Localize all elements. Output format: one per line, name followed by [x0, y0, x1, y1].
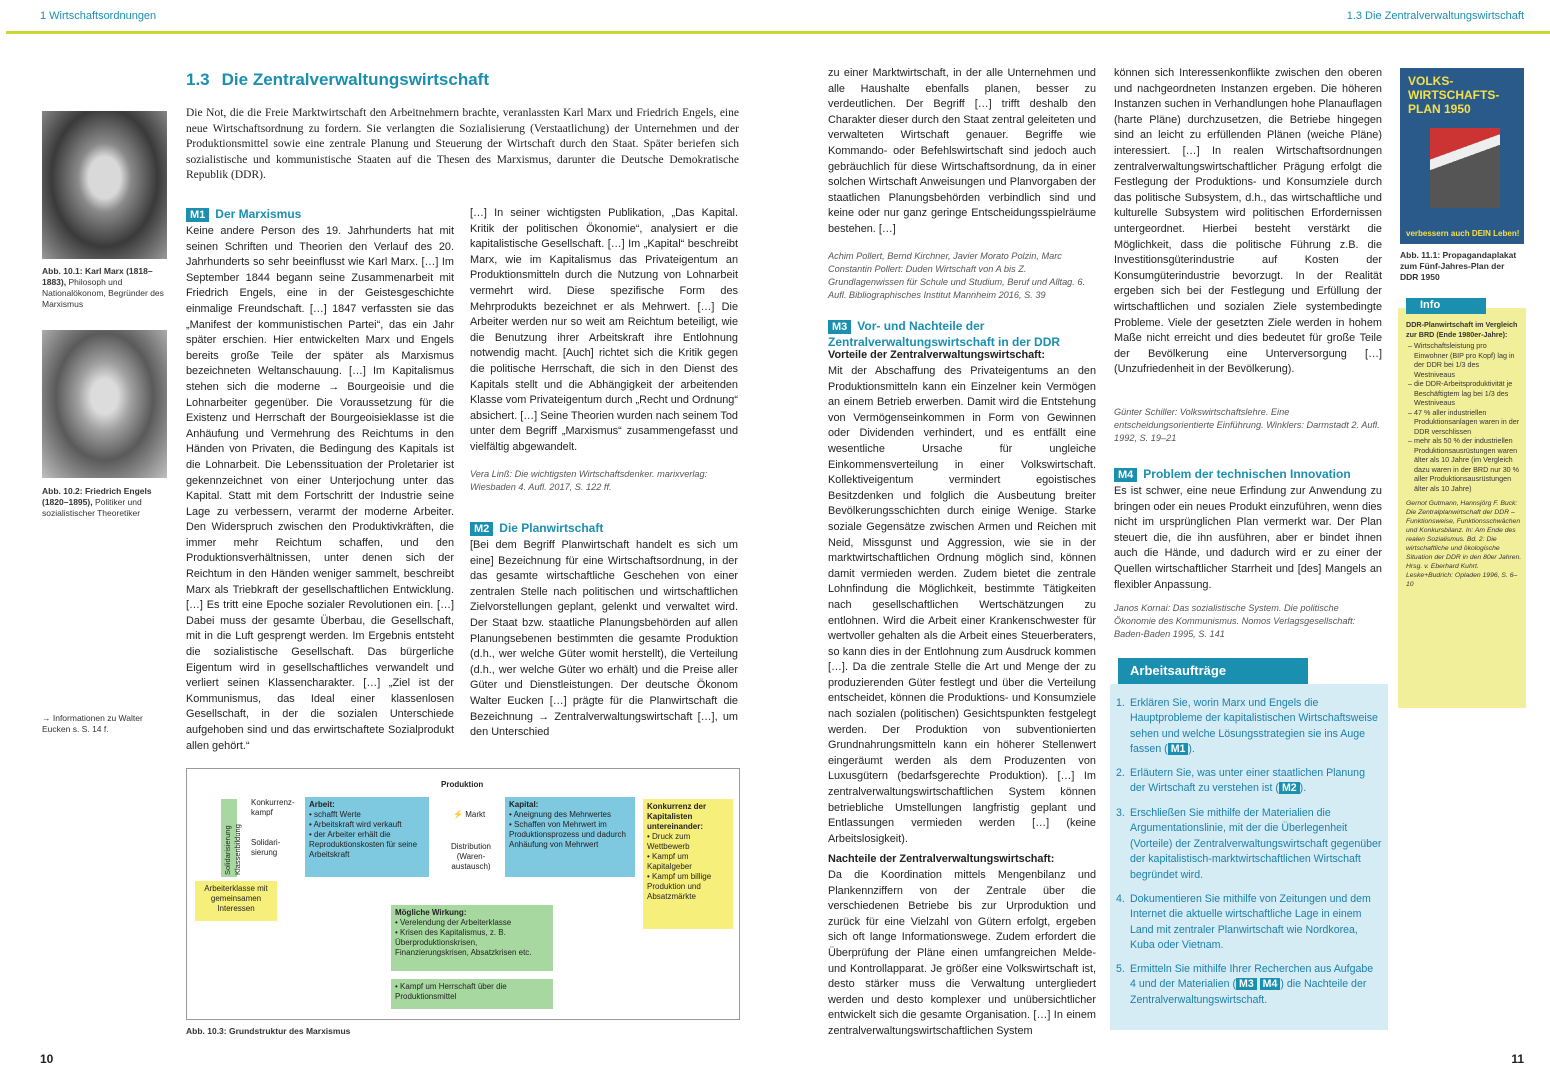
- task-item: 5. Ermitteln Sie mithilfe Ihrer Recherchen aus Aufgabe 4 und der Materialien ( M3 M4 ) die Nachteile der Zentralverwaltungswirtschaft.: [1116, 963, 1374, 1006]
- diagram-arbeiterklasse: Arbeiterklasse mit gemeinsamen Interessen: [195, 881, 277, 921]
- intro-text: Die Not, die die Freie Marktwirtschaft den Arbeitnehmern brachte, veranlassten Karl Marx und Friedrich Engels, eine neue Wirtschaftsordnung zu fordern. Sie verlangten die Sozialisierung (Verstaatlichung) der Unternehmen und der Produktionsmittel sowie eine zentrale Planung und Steuerung der Wirtschaft durch den Staat. Später beriefen sich sozialistische und kommunistische Staaten auf die Thesen des Marxismus, darunter die Deutsche Demokratische Republik (DDR).: [186, 107, 739, 182]
- task-item: 3. Erschließen Sie mithilfe der Materialien die Argumentationslinie, mit der die Überlegenheit (Vorteile) der Zentralverwaltungswirtschaft gegenüber der kapitalistisch-marktwirtschaftlichen Wirtschaft begründet wird.: [1116, 807, 1382, 881]
- m1-text-col2: […] In seiner wichtigsten Publikation, „Das Kapital. Kritik der politischen Ökonomie“, analysiert er die kapitalistische Gesellschaft. […] Im „Kapital“ beschreibt Marx, wie im Kapitalismus das Privateigentum an Produktionsmitteln durch die Nutzung von Lohnarbeit vermehrt wird. Diese spezifische Form des Mehrprodukts bezeichnet er als Mehrwert. […] Die Arbeiter werden nur so weit am Reichtum beteiligt, wie die Benutzung ihrer Arbeitskraft ihre Entlohnung notwendig macht. [Auch] richtet sich die Kritik gegen die politische Herrschaft, die sich in den Dienst des Kapitals stellt und die Abhängigkeit der arbeitenden Klasse vom Privateigentum durch „Recht und Ordnung“ absichert. […] Seine Theorien wurden nach seinem Tod unter dem Begriff „Marxismus“ zusammengefasst und vielfältig abgewandelt.: [470, 207, 738, 453]
- m1-heading: M1 Der Marxismus: [186, 206, 301, 222]
- running-header-right: 1.3 Die Zentralverwaltungswirtschaft: [1346, 10, 1524, 22]
- diagram-markt: ⚡ Markt: [453, 810, 486, 819]
- marx-portrait: [42, 111, 167, 259]
- eucken-note: → Informationen zu Walter Eucken s. S. 14 f.: [42, 713, 143, 734]
- m4-source: Janos Kornai: Das sozialistische System. Die politische Ökonomie des Kommunismus. Nomos Verlagsgesellschaft: Baden-Baden 1995, S. 141: [1114, 603, 1356, 639]
- tasks-header: Arbeitsaufträge: [1118, 658, 1308, 684]
- diagram-production-label: Produktion: [441, 780, 484, 789]
- m3-text-cont: können sich Interessenkonflikte zwischen den oberen und nachgeordneten Instanzen ergeben. Die höheren Instanzen suchen in Verhandlungen hohe Planauflagen (harte Pläne) durchzusetzen, die Betriebe hingegen sind an leicht zu erfüllenden Plänen (weiche Pläne) interessiert. […] In realen Wirtschaftsordnungen zentralverwaltungswirtschaftlicher Prägung erfolgt die Festlegung der Produktions- und Konsumziele durch das politische Subsystem, d.h., das wirtschaftliche und kulturelle Subsystem wird politischen Erfordernissen untergeordnet. Hierbei besteht verstärkt die Möglichkeit, dass die politische Führung z.B. die Investitionsgüterindustrie auf Kosten der Konsumgüterindustrie bevorzugt. In der Realität ergeben sich bei der Festlegung und Erfüllung der wirtschaftlichen und sozialen Ziele systembedingte Probleme. Viele der gesetzten Ziele werden in hohem Maße nicht erreicht und dies bedeutet für große Teile der Bevölkerung eine Unterversorgung […] (Unzufriedenheit in der Bevölkerung).: [1114, 67, 1382, 376]
- info-content: DDR-Planwirtschaft im Vergleich zur BRD (Ende 1980er-Jahre): – Wirtschaftsleistung pro Einwohner (BIP pro Kopf) lag in der DDR bei 1/3 des Westniveaus – die DDR-Arbeitsproduktivität je Beschäftigtem lag bei 1/3 des Westniveaus – 47 % aller industriellen Produktionsanlagen waren in der DDR verschlissen – mehr als 50 % der industriellen Produktionsausrüstungen waren älter als 10 Jahre (im Vergleich dazu waren in der BRD nur 30 % aller Produktionsausrüstungen älter als 10 Jahre) Gernot Gutmann, Hannsjörg F. Buck: Die Zentralplanwirtschaft der DDR – Funktionsweise, Funktionsschwächen und Konkursbilanz. In: Am Ende des realen Sozialismus. Bd. 2: Die wirtschaftliche und ökologische Situation der DDR in den 80er Jahren. Hrsg. v. Eberhard Kuhrt. Leske+Budrich: Opladen 1996, S. 6–10: [1406, 320, 1522, 589]
- m3-source: Günter Schiller: Volkswirtschaftslehre. Eine entscheidungsorientierte Einführung. Winklers: Darmstadt 2. Aufl. 1992, S. 19–21: [1114, 407, 1380, 443]
- ref-m3[interactable]: M3: [1236, 978, 1257, 990]
- diagram-distribution: Distribution (Warenaustausch): [450, 842, 491, 871]
- poster-graphic: [1430, 128, 1500, 208]
- diagram-kapital-box: Kapital: • Aneignung des Mehrwertes • Schaffen von Mehrwert im Produktionsprozess und dadurch Anhäufung von Mehrwert: [505, 797, 635, 877]
- diagram-kampf-box: • Kampf um Herrschaft über die Produktionsmittel: [391, 979, 553, 1009]
- m3-text-nachteile: Da die Koordination mittels Mengenbilanz und Plankennziffern von der Zentrale über die verschiedenen Betriebe bis zur Urproduktion und zurück für eine Vielzahl von Gütern erfolgt, ergeben sich oft lange Informationswege. Zudem erfordert die Überprüfung der Pläne einen umfangreichen Melde- und Kontrollapparat. Je größer eine Volkswirtschaft ist, desto stärker muss die Verwaltung untergliedert werden und desto komplexer und unübersichtlicher entwickelt sich die gesamte Organisation. […] In einem zentralverwaltungswirtschaftlichen System: [828, 869, 1096, 1037]
- m1-source: Vera Linß: Die wichtigsten Wirtschaftsdenker. marixverlag: Wiesbaden 4. Aufl. 2017, S. 122 ff.: [470, 469, 708, 492]
- lightning-icon: ⚡: [453, 810, 463, 819]
- task-item: 4. Dokumentieren Sie mithilfe von Zeitungen und dem Internet die aktuelle wirtschaftliche Lage in einem Land mit zentraler Planwirtschaft wie Nordkorea, Kuba oder Vietnam.: [1116, 893, 1371, 952]
- m3-heading: M3 Vor- und Nachteile der Zentralverwaltungswirtschaft in der DDR: [828, 319, 1061, 349]
- marxism-diagram: [186, 768, 740, 1020]
- m2-source: Achim Pollert, Bernd Kirchner, Javier Morato Polzin, Marc Constantin Pollert: Duden Wirtschaft von A bis Z. Grundlagenwissen für Schule und Studium, Beruf und Alltag. 6. Aufl. Bibliographisches Institut Mannheim 2016, S. 39: [828, 251, 1086, 300]
- ref-m1[interactable]: M1: [1168, 743, 1189, 755]
- engels-caption: Abb. 10.2: Friedrich Engels (1820–1895), Politiker und sozialistischer Theoretiker: [42, 486, 152, 518]
- m4-text: Es ist schwer, eine neue Erfindung zur Anwendung zu bringen oder ein neues Produkt einzuführen, wenn dies nicht im ursprünglichen Plan vermerkt war. Der Plan steuert die, die ihn ausführen, aber er bindet ihnen auch die Hände, und dadurch wird er zu einer der Quellen wirtschaftlicher Starrheit und [des] Mangels an flexibler Anpassung.: [1114, 485, 1382, 591]
- m3-sub-nachteile: Nachteile der Zentralverwaltungswirtschaft:: [828, 853, 1055, 865]
- diagram-vertical-label: Solidarisierung Klassenbildung: [221, 799, 237, 877]
- poster-headline: VOLKS- WIRTSCHAFTS- PLAN 1950: [1408, 74, 1500, 116]
- header-rule: [6, 31, 1550, 34]
- info-label: Info: [1406, 298, 1486, 314]
- m4-heading: M4 Problem der technischen Innovation: [1114, 466, 1351, 482]
- task-item: 1. Erklären Sie, worin Marx und Engels die Hauptprobleme der kapitalistischen Wirtschaftsweise sehen und welche Lösungsstrategien sie ins Auge fassen ( M1 ).: [1116, 697, 1378, 756]
- running-header-left: 1 Wirtschaftsordnungen: [40, 10, 157, 22]
- diagram-caption: Abb. 10.3: Grundstruktur des Marxismus: [186, 1026, 351, 1036]
- diagram-arbeit-box: Arbeit: • schafft Werte • Arbeitskraft wird verkauft • der Arbeiter erhält die Reproduktionskosten für seine Arbeitskraft: [305, 797, 429, 877]
- m2-text-cont: zu einer Marktwirtschaft, in der alle Unternehmen und alle Haushalte ebenfalls planen, besser zu verdeutlichen. Der Begriff […] trifft deshalb den Charakter dieser durch den Staat zentral geleiteten und verwalteten Wirtschaft genauer. Begriffe wie Kommando- oder Befehlswirtschaft sind jedoch auch gebräuchlich für diese Wirtschaftsordnung, da in einer solchen Wirtschaft Anweisungen und Planvorgaben der staatlichen Planungsbehörden verbindlich sind und keine oder nur ganz geringe Entscheidungsspielräume bestehen. […]: [828, 67, 1096, 235]
- poster-caption: Abb. 11.1: Propagandaplakat zum Fünf-Jahres-Plan der DDR 1950: [1400, 250, 1517, 282]
- m2-heading: M2 Die Planwirtschaft: [470, 520, 603, 536]
- ref-m4[interactable]: M4: [1260, 978, 1281, 990]
- task-item: 2. Erläutern Sie, was unter einer staatlichen Planung der Wirtschaft zu verstehen ist ( M2 ).: [1116, 767, 1365, 795]
- m3-sub-vorteile: Vorteile der Zentralverwaltungswirtschaft:: [828, 349, 1046, 361]
- marx-caption: Abb. 10.1: Karl Marx (1818–1883), Philosoph und Nationalökonom, Begründer des Marxismus: [42, 266, 164, 309]
- engels-portrait: [42, 330, 167, 478]
- ref-m2[interactable]: M2: [1279, 782, 1300, 794]
- page-number-left: 10: [40, 1052, 54, 1066]
- m2-text: [Bei dem Begriff Planwirtschaft handelt es sich um eine] Bezeichnung für eine Wirtschaftsordnung, in der das gesamte wirtschaftliche Geschehen von einer zentralen Stelle nach politischen und wirtschaftlichen Zielvorstellungen geplant, gelenkt und verwaltet wird. Der Staat bzw. staatliche Planungsbehörden auf allen Planungsebenen bestimmten die gesamte Produktion (d.h., wer welche Güter womit herstellt), die Verteilung (d.h., wer welche Güter wo erhält) und die Preise aller Güter und Dienstleistungen. Der deutsche Ökonom Walter Eucken […] prägte für die Planwirtschaft die Bezeichnung → Zentralverwaltungswirtschaft […], um den Unterschied: [470, 539, 738, 739]
- page-number-right: 11: [1511, 1052, 1524, 1066]
- poster-slogan: verbessern auch DEIN Leben!: [1406, 229, 1520, 238]
- m1-text-col1: Keine andere Person des 19. Jahrhunderts hat mit seinen Schriften und Theorien den Verlauf des 20. Jahrhunderts so sehr beeinflusst wie Karl Marx. […] Im September 1844 begann seine Zusammenarbeit mit Friedrich Engels, eine in der Geistesgeschichte einmalige Freundschaft. […] 1847 verfassten sie das „Manifest der kommunistischen Partei“, das ein Jahr später erschien. Hier entwickelten Marx und Engels bereits große Teile der später als Marxismus bezeichneten Weltanschauung. […] Im Kapitalismus stehen sich die moderne → Bourgeoisie und die Lohnarbeiter gegenüber. Die Voraussetzung für die Existenz und Herrschaft der Bourgeoisieklasse ist die Anhäufung und Vermehrung des Reichtums in den Händen von Privaten, die Bedingung des Kapitals ist die Lohnarbeit. Die Lebenssituation der Proletarier ist gekennzeichnet von einer Unterjochung unter das Kapital. Statt mit dem Fortschritt der Industrie seine Lage zu verbessern, verarmt der moderne Arbeiter. Den Widerspruch zwischen den Produktivkräften, die immer mehr Reichtum schaffen, und den Produktionsverhältnissen, unter denen sich der Reichtum in den Händen weniger sammelt, beschreibt Marx als Triebkraft der gesellschaftlichen Entwicklung. […] Es tritt eine Epoche sozialer Revolutionen ein. […] Dabei muss der gesamte Überbau, die Gesellschaft, mit in die Luft gesprengt werden. Im Ergebnis entsteht die sozialistische Gesellschaft. Das bürgerliche Eigentum wird in gesellschaftliches verwandelt und verliert seinen Klassencharakter. […] „Ziel ist der Kommunismus, das Ideal einer klassenlosen Gesellschaft, in der die sozialen Unterschiede aufgehoben sind und das erwirtschaftete Sozialprodukt allen gehört.“: [186, 225, 454, 752]
- diagram-wirkung-box: Mögliche Wirkung: • Verelendung der Arbeiterklasse • Krisen des Kapitalismus, z. B. Überproduktionskrisen, Finanzierungskrisen, Absatzkrisen etc.: [391, 905, 553, 971]
- propaganda-poster: [1400, 68, 1524, 244]
- m3-text-vorteile: Mit der Abschaffung des Privateigentums an den Produktionsmitteln kann ein Einzelner kein Vermögen an einem Betrieb erwerben. Damit wird die Entstehung von Vermögenseinkommen in Form von Gewinnen oder Dividenden verhindert, und es entfällt eine wesentliche Ursache für ungleiche Einkommensverteilung in einer Volkswirtschaft. Kollektiveigentum vermindert egoistisches Besitzdenken und folglich die Ausbeutung breiter Bevölkerungsschichten durch einige Wenige. Starke soziale Gegensätze zwischen Armen und Reichen mit Neid, Missgunst und Aggression, wie sie in der marktwirtschaftlichen Ordnung möglich sind, können damit vermieden werden. Zudem bietet die zentrale Lohnfindung die Möglichkeit, bestimmte Tätigkeiten nach gesellschaftlichen Wertschätzungen zu entlohnen. Wird die Arbeit einer Krankenschwester für wertvoller gehalten als die Arbeit eines Steuerberaters, so kann dies in der Entlohnung zum Ausdruck kommen […]. Da die zentrale Stelle die Art und Menge der zu produzierenden Güter festlegt und über die Verteilung entscheidet, können die Produktions- und Konsumziele nach sozialen (politischen) Gesichtspunkten festgelegt werden. Der Produktion von subventionierten Grundnahrungsmitteln kann ein höherer Stellenwert eingeräumt werden als dem Produzenten von Luxusgütern (bedarfsgerechte Produktion). […] Im zentralverwaltungswirtschaftlichen System können betriebliche Umstellungen langfristig geplant und Entlassungen vermieden werden […] (keine Arbeitslosigkeit).: [828, 365, 1096, 845]
- diagram-konkurrenz: Konkurrenzkampf: [251, 798, 295, 817]
- page-title: 1.3 Die Zentralverwaltungswirtschaft: [186, 70, 489, 89]
- diagram-solidari: Solidarisierung: [251, 838, 281, 857]
- diagram-konkurrenz-box: Konkurrenz der Kapitalisten untereinander: • Druck zum Wettbewerb • Kampf um Kapitalgeber • Kampf um billige Produktion und Absatzmärkte: [643, 799, 733, 929]
